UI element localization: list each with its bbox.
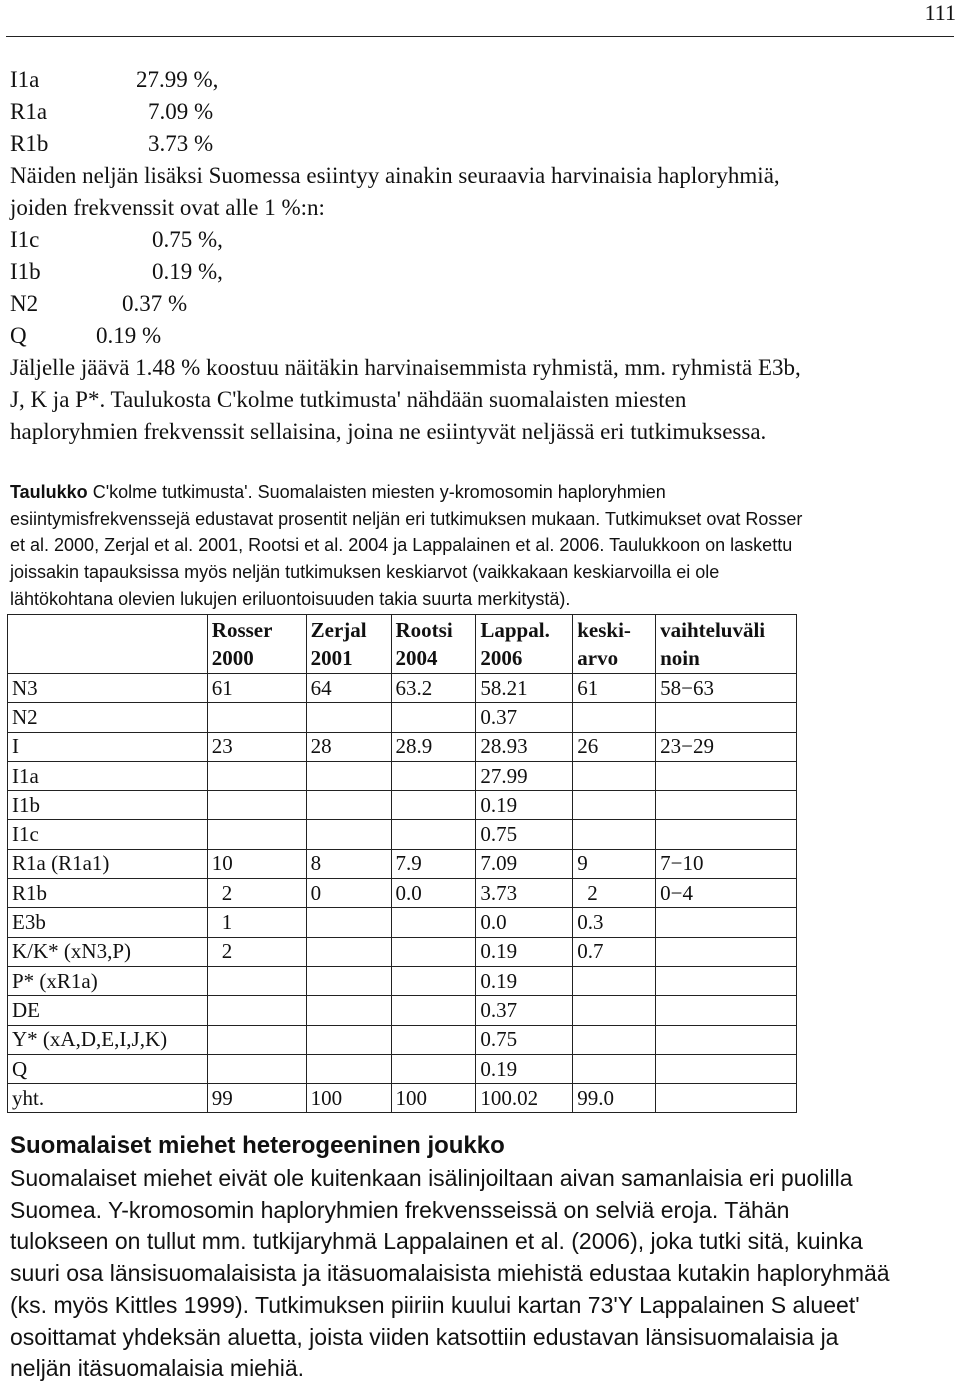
caption-text: C'kolme tutkimusta'. Suomalaisten miesten y-kromosomin haploryhmien [87,482,666,502]
table-cell [207,996,306,1025]
column-header-line: keski- [577,618,631,642]
table-cell: 0.19 [476,1054,573,1083]
caption-line: lähtökohtana olevien lukujen eriluontoisuuden takia suurta merkitystä). [10,588,571,609]
list-label: R1a [10,99,48,124]
table-cell: 63.2 [391,674,476,703]
table-cell [656,761,797,790]
paragraph-line: neljän itäsuomalaisia miehiä. [10,1355,305,1382]
row-label-cell: E3b [8,908,208,937]
table-cell: 0.3 [573,908,656,937]
row-label-cell: R1b [8,879,208,908]
table-cell: 23−29 [656,732,797,761]
table-cell [306,966,391,995]
table-cell [391,820,476,849]
table-cell [306,1054,391,1083]
table-cell [306,908,391,937]
row-label-cell: I1b [8,791,208,820]
list-value: 0.19 % [96,323,162,348]
table-cell: 99 [207,1084,306,1113]
table-cell [573,1054,656,1083]
table-cell: 1 [207,908,306,937]
page-number: 111 [924,0,956,25]
table-cell [656,1025,797,1054]
column-header-line: 2001 [310,646,353,670]
column-header-line: Rootsi [395,618,453,642]
body-text-line: J, K ja P*. Taulukosta C'kolme tutkimusta' nähdään suomalaisten miesten [10,387,687,412]
table-row [8,996,797,1025]
column-header [306,615,391,674]
table-cell: 2 [207,879,306,908]
table-cell [656,703,797,732]
table-row [8,908,797,937]
table-cell: 0.37 [476,703,573,732]
column-header-line: 2006 [480,646,523,670]
haplogroup-table [7,614,797,1113]
caption-line: joissakin tapauksissa myös neljän tutkimuksen keskiarvot (vaikkakaan keskiarvoilla ei ole [10,562,720,583]
table-cell [306,703,391,732]
table-row [8,761,797,790]
column-header [656,615,797,674]
list-value: 27.99 %, [136,67,219,92]
column-header-line: Lappal. [480,618,550,642]
table-cell: 26 [573,732,656,761]
caption-line: et al. 2000, Zerjal et al. 2001, Rootsi et al. 2004 ja Lappalainen et al. 2006. Taulukkoon on laskettu [10,535,793,556]
table-row [8,1084,797,1113]
table-cell: 64 [306,674,391,703]
table-cell [391,937,476,966]
column-header [476,615,573,674]
column-header [8,615,208,674]
table-cell: 8 [306,849,391,878]
table-cell: 0−4 [656,879,797,908]
list-label: Q [10,323,27,348]
column-header-line: Rosser [211,618,273,642]
paragraph-line: (ks. myös Kittles 1999). Tutkimuksen piiriin kuului kartan 73'Y Lappalainen S alueet' [10,1291,860,1318]
list-label: I1a [10,67,40,92]
table-cell: 58−63 [656,674,797,703]
table-cell: 100 [306,1084,391,1113]
table-cell [306,791,391,820]
table-cell [656,996,797,1025]
row-label-cell: I1c [8,820,208,849]
table-caption [10,479,956,613]
table-cell [656,820,797,849]
list-value: 7.09 % [148,99,214,124]
list-item [10,96,213,128]
table-cell [306,761,391,790]
table-cell: 3.73 [476,879,573,908]
table-cell: 7−10 [656,849,797,878]
column-header-line: Zerjal [310,618,367,642]
table-cell: 0.19 [476,791,573,820]
table-cell [391,1025,476,1054]
list-item [10,288,187,320]
table-cell [207,791,306,820]
list-label: I1b [10,259,41,284]
table-row [8,879,797,908]
table-cell [656,966,797,995]
table-cell [656,908,797,937]
table-cell: 28 [306,732,391,761]
table-row [8,849,797,878]
table-cell: 0.75 [476,820,573,849]
table-cell [656,1084,797,1113]
table-cell: 28.9 [391,732,476,761]
paragraph-line: tulokseen on tullut mm. tutkijaryhmä Lappalainen et al. (2006), joka tutki sitä, kuinka [10,1228,863,1255]
list-value: 3.73 % [148,131,214,156]
table-cell [573,703,656,732]
table-cell [391,966,476,995]
column-header-line: noin [660,646,700,670]
list-label: R1b [10,131,49,156]
table-cell: 10 [207,849,306,878]
table-row [8,966,797,995]
table-cell [391,1054,476,1083]
body-text-line: Jäljelle jäävä 1.48 % koostuu näitäkin harvinaisemmista ryhmistä, mm. ryhmistä E3b, [10,355,801,380]
table-cell: 0.0 [391,879,476,908]
column-header [207,615,306,674]
body-text-line: haploryhmien frekvenssit sellaisina, joina ne esiintyvät neljässä eri tutkimuksessa. [10,419,767,444]
list-item [10,256,223,288]
table-cell: 2 [573,879,656,908]
table-cell [573,761,656,790]
table-cell: 100 [391,1084,476,1113]
table-cell: 0.7 [573,937,656,966]
table-cell [656,1054,797,1083]
table-cell: 0.75 [476,1025,573,1054]
paragraph-line: Suomalaiset miehet eivät ole kuitenkaan isälinjoiltaan aivan samanlaisia eri puolilla [10,1165,853,1191]
table-row [8,674,797,703]
list-value: 0.37 % [122,291,188,316]
row-label-cell: DE [8,996,208,1025]
caption-label: Taulukko [10,482,88,502]
caption-line [10,479,956,506]
intro-text-line: Näiden neljän lisäksi Suomessa esiintyy ainakin seuraavia harvinaisia haploryhmiä, [10,163,780,188]
paragraph-line: osoittamat yhdeksän aluetta, joista viiden katsottiin edustavan länsisuomalaisia ja [10,1323,839,1350]
list-item [10,224,223,256]
table-row [8,937,797,966]
list-label: N2 [10,291,39,316]
table-row [8,1054,797,1083]
column-header-line: arvo [577,646,619,670]
table-cell [391,791,476,820]
table-row [8,791,797,820]
column-header-line: 2000 [211,646,254,670]
list-item [10,320,161,352]
row-label-cell: N3 [8,674,208,703]
table-cell [656,937,797,966]
section-heading: Suomalaiset miehet heterogeeninen joukko [10,1132,505,1159]
table-cell [306,1025,391,1054]
table-cell: 0.19 [476,966,573,995]
table-cell [391,761,476,790]
table-cell [207,761,306,790]
row-label-cell: Y* (xA,D,E,I,J,K) [8,1025,208,1054]
list-item [10,64,218,96]
table-cell: 58.21 [476,674,573,703]
table-cell: 61 [207,674,306,703]
list-value: 0.75 %, [152,227,223,252]
table-cell: 7.09 [476,849,573,878]
table-cell [207,1054,306,1083]
body-paragraph [10,1163,960,1385]
table-cell: 100.02 [476,1084,573,1113]
table-cell [573,791,656,820]
paragraph-line: Suomea. Y-kromosomin haploryhmien frekvensseissä on selviä eroja. Tähän [10,1196,790,1223]
table-cell [573,820,656,849]
column-header [573,615,656,674]
table-cell: 27.99 [476,761,573,790]
table-header-row [8,615,797,674]
table-cell [391,908,476,937]
table-cell: 2 [207,937,306,966]
list-label: I1c [10,227,40,252]
table-cell [207,1025,306,1054]
table-cell [306,996,391,1025]
table-cell [207,703,306,732]
row-label-cell: I [8,732,208,761]
row-label-cell: R1a (R1a1) [8,849,208,878]
table-row [8,703,797,732]
table-row [8,732,797,761]
table-cell [573,966,656,995]
table-cell: 28.93 [476,732,573,761]
intro-text-line: joiden frekvenssit ovat alle 1 %:n: [10,195,325,220]
table-cell: 0.19 [476,937,573,966]
table-cell: 61 [573,674,656,703]
table-cell [207,820,306,849]
list-value: 0.19 %, [152,259,223,284]
table-cell: 0 [306,879,391,908]
table-cell [656,791,797,820]
row-label-cell: yht. [8,1084,208,1113]
paragraph-line: suuri osa länsisuomalaisista ja itäsuomalaisista miehistä edustaa kutakin haploryhmää [10,1260,890,1287]
table-cell: 99.0 [573,1084,656,1113]
table-cell: 23 [207,732,306,761]
header-rule [6,36,954,37]
table-cell: 7.9 [391,849,476,878]
caption-line: esiintymisfrekvenssejä edustavat prosentit neljän eri tutkimuksen mukaan. Tutkimukset ovat Rosser [10,508,803,529]
table-cell [306,820,391,849]
row-label-cell: N2 [8,703,208,732]
row-label-cell: Q [8,1054,208,1083]
row-label-cell: P* (xR1a) [8,966,208,995]
table-cell: 0.0 [476,908,573,937]
table-cell [306,937,391,966]
table-cell [391,703,476,732]
row-label-cell: K/K* (xN3,P) [8,937,208,966]
table-row [8,820,797,849]
list-item [10,128,213,160]
row-label-cell: I1a [8,761,208,790]
table-cell: 0.37 [476,996,573,1025]
table-cell [573,996,656,1025]
table-cell [573,1025,656,1054]
column-header [391,615,476,674]
table-cell: 9 [573,849,656,878]
table-row [8,1025,797,1054]
column-header-line: vaihteluväli [660,618,766,642]
table-cell [207,966,306,995]
table-cell [391,996,476,1025]
column-header-line: 2004 [395,646,438,670]
